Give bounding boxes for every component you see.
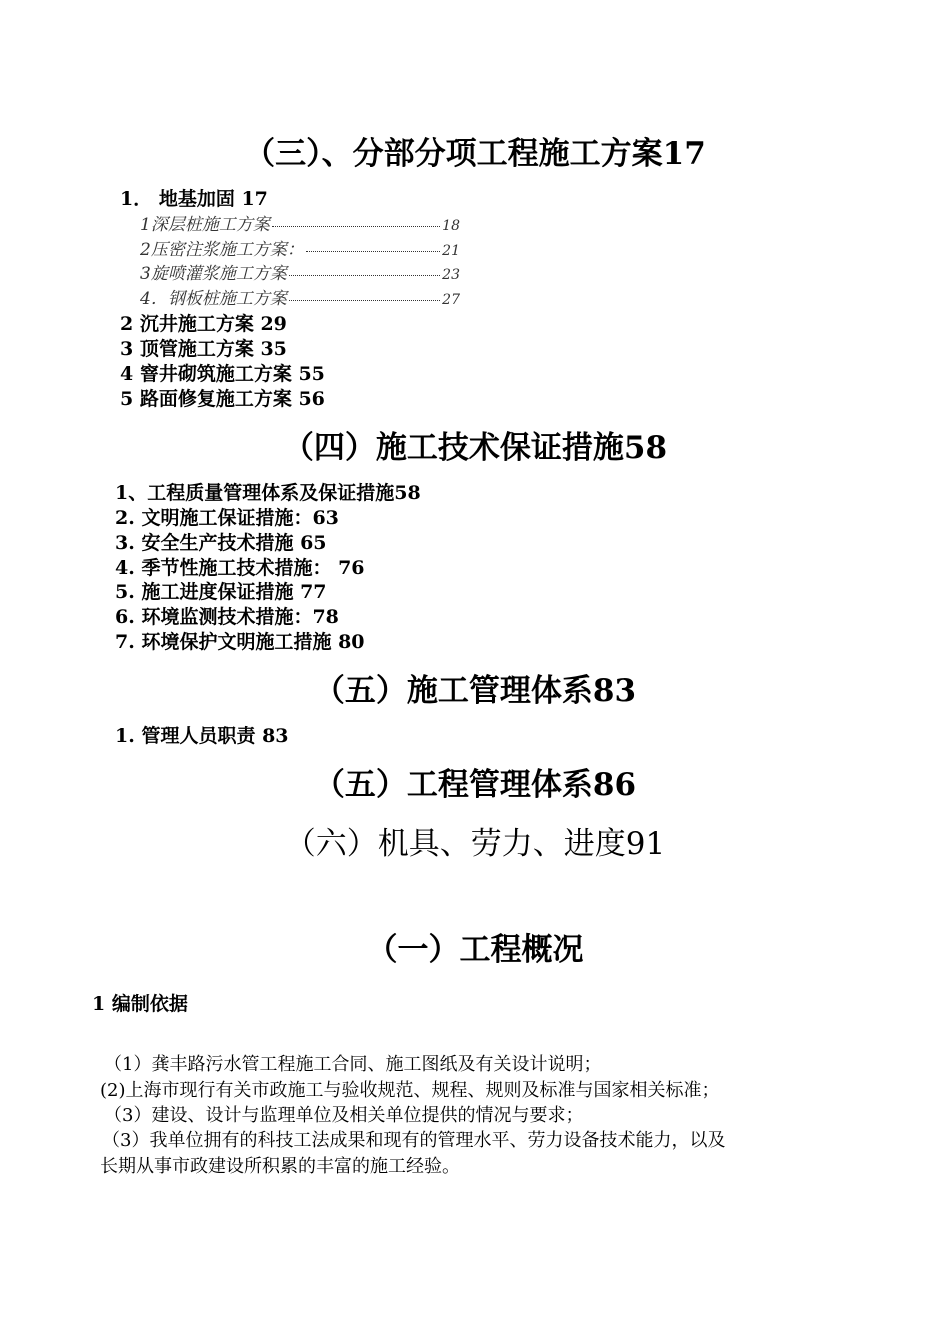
toc-item: 1. 管理人员职责 83: [115, 725, 289, 747]
toc-item: 1、工程质量管理体系及保证措施58: [115, 482, 421, 504]
toc-heading-section-5b: （五）工程管理体系86: [313, 767, 637, 803]
body-paragraph-line: (2)上海市现行有关市政施工与验收规范、规程、规则及标准与国家相关标准；: [100, 1080, 720, 1101]
toc-leader-dots: [272, 226, 440, 227]
toc-item: 6. 环境监测技术措施：78: [115, 606, 339, 628]
toc-heading-section-6: （六）机具、劳力、进度91: [284, 826, 666, 862]
toc-item: 3. 安全生产技术措施 65: [115, 532, 327, 554]
toc-leader-dots: [289, 275, 440, 276]
toc-subitem-page: 23: [442, 267, 460, 283]
body-paragraph-line: （3）我单位拥有的科技工法成果和现有的管理水平、劳力设备技术能力，以及: [102, 1130, 726, 1151]
toc-heading-section-4: （四）施工技术保证措施58: [282, 430, 668, 466]
toc-subitem-label: 3旋喷灌浆施工方案: [140, 264, 287, 284]
body-paragraph-line: 长期从事市政建设所积累的丰富的施工经验。: [100, 1156, 460, 1177]
toc-subitem-page: 27: [442, 292, 460, 308]
toc-subitem-page: 21: [442, 243, 460, 259]
toc-heading-section-3: （三）、分部分项工程施工方案17: [244, 136, 706, 172]
toc-item: 3 顶管施工方案 35: [120, 338, 287, 360]
toc-item: 2. 文明施工保证措施：63: [115, 507, 339, 529]
toc-subitem: [140, 210, 460, 235]
body-paragraph-line: （3）建设、设计与监理单位及相关单位提供的情况与要求；: [104, 1105, 584, 1126]
toc-subitem-label: 2压密注浆施工方案：: [140, 240, 304, 260]
toc-item: 1． 地基加固 17: [120, 188, 268, 210]
toc-item: 5 路面修复施工方案 56: [120, 388, 325, 410]
toc-item: 4 窨井砌筑施工方案 55: [120, 363, 325, 385]
toc-leader-dots: [306, 251, 440, 252]
section-title: （一）工程概况: [366, 932, 584, 968]
toc-subitem-label: 1深层桩施工方案: [140, 215, 270, 235]
body-paragraph-line: （1）龚丰路污水管工程施工合同、施工图纸及有关设计说明；: [104, 1054, 602, 1075]
toc-subitem: [140, 235, 460, 260]
toc-item: 7. 环境保护文明施工措施 80: [115, 631, 365, 653]
subsection-title: 1 编制依据: [92, 993, 188, 1015]
toc-leader-dots: [289, 300, 440, 301]
toc-subitem: [140, 259, 460, 284]
toc-subitem-page: 18: [442, 218, 460, 234]
toc-heading-section-5: （五）施工管理体系83: [313, 673, 637, 709]
toc-item: 2 沉井施工方案 29: [120, 313, 287, 335]
toc-item: 4. 季节性施工技术措施： 76: [115, 557, 365, 579]
toc-subitem-label: 4．钢板桩施工方案: [140, 289, 287, 309]
toc-subitem: [140, 284, 460, 309]
toc-item: 5. 施工进度保证措施 77: [115, 581, 327, 603]
